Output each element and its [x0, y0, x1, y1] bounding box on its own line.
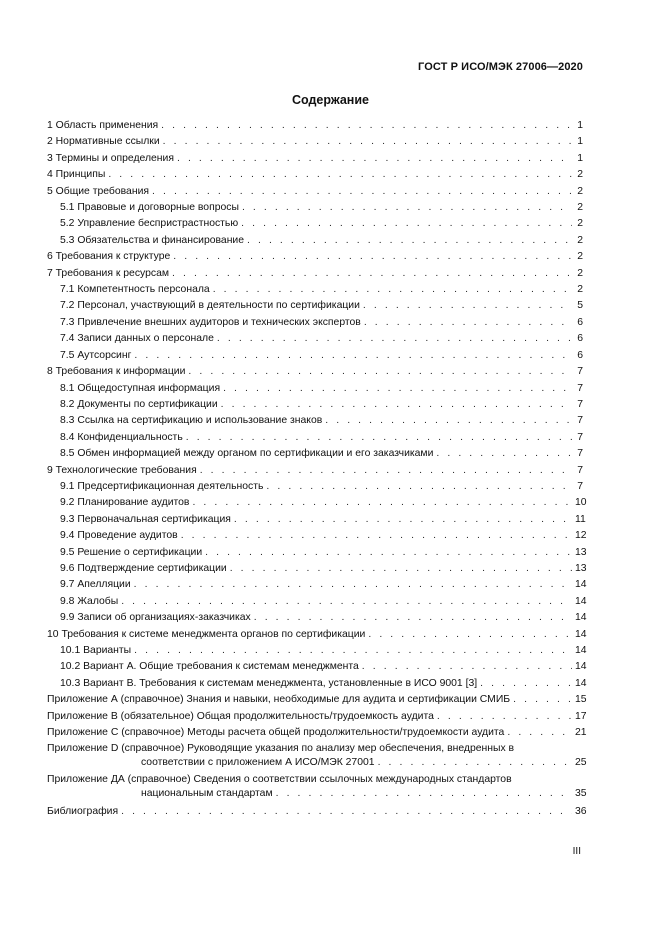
dot-leader [254, 610, 572, 626]
toc-entry-title: 5.3 Обязательства и финансирование [60, 234, 245, 246]
dot-leader [247, 233, 572, 249]
dot-leader [242, 200, 572, 216]
dot-leader [172, 266, 572, 282]
toc-entry-title-line1: Приложение D (справочное) Руководящие указания по анализу мер обеспечения, внедренных в [47, 743, 515, 755]
toc-page-number: 13 [575, 546, 587, 558]
toc-entry[interactable] [47, 282, 583, 298]
toc-page-number: 14 [575, 579, 587, 591]
dot-leader [241, 216, 572, 232]
toc-entry[interactable] [47, 200, 583, 216]
toc-entry[interactable] [47, 512, 586, 528]
toc-entry-title: 9.6 Подтверждение сертификации [60, 562, 227, 574]
toc-entry[interactable] [47, 381, 583, 397]
dot-leader [221, 397, 572, 413]
dot-leader [192, 495, 572, 511]
toc-entry[interactable] [47, 266, 583, 282]
toc-entry-title: 1 Область применения [47, 120, 159, 131]
toc-entry[interactable] [47, 610, 587, 626]
dot-leader [177, 151, 572, 167]
toc-entry[interactable] [47, 413, 583, 429]
toc-entry-title: 8 Требования к информации [47, 366, 186, 378]
toc-page-number: 5 [577, 300, 583, 312]
toc-page-number: 7 [577, 398, 583, 410]
toc-page-number: 12 [575, 530, 587, 542]
toc-page-number: 36 [575, 806, 587, 818]
toc-entry-title: Приложение С (справочное) Методы расчета общей продолжительности/трудоемкости аудита [47, 727, 505, 739]
toc-page-number: 2 [577, 267, 583, 279]
toc-entry[interactable] [47, 463, 583, 479]
dot-leader [134, 643, 572, 659]
toc-entry[interactable] [47, 479, 583, 495]
toc-entry[interactable] [47, 495, 587, 511]
dot-leader [230, 561, 572, 577]
toc-entry-title: 7.3 Привлечение внешних аудиторов и технических экспертов [60, 316, 361, 328]
dot-leader [368, 627, 572, 643]
dot-leader [507, 725, 572, 741]
toc-entry-title: 10.2 Вариант А. Общие требования к системам менеджмента [60, 661, 359, 673]
toc-entry-title: национальным стандартам [141, 788, 273, 800]
toc-entry-title: 9.3 Первоначальная сертификация [60, 513, 231, 525]
toc-page-number: 14 [575, 628, 587, 640]
dot-leader [173, 249, 572, 265]
toc-entry[interactable] [47, 725, 587, 741]
toc-entry-title: Приложение А (справочное) Знания и навыки, необходимые для аудита и сертификации СМИБ [47, 694, 511, 706]
toc-entry[interactable] [47, 742, 587, 770]
dot-leader [152, 184, 572, 200]
toc-entry-title: 10 Требования к системе менеджмента органов по сертификации [47, 628, 366, 640]
toc-entry[interactable] [47, 315, 583, 331]
toc-entry[interactable] [47, 167, 583, 183]
toc-page-number: 2 [577, 218, 583, 230]
dot-leader [134, 577, 572, 593]
toc-entry[interactable] [47, 134, 583, 150]
dot-leader [234, 512, 572, 528]
dot-leader [188, 364, 572, 380]
toc-page-number: 7 [577, 464, 583, 476]
toc-page-number: 7 [577, 366, 583, 378]
dot-leader [121, 804, 572, 820]
toc-entry-title: 7.1 Компетентность персонала [60, 284, 210, 296]
toc-page-number: 1 [577, 152, 583, 164]
toc-page-number: 7 [577, 382, 583, 394]
toc-page-number: 6 [577, 316, 583, 328]
toc-page-number: 14 [575, 595, 587, 607]
dot-leader [200, 463, 572, 479]
toc-entry-title: 7.4 Записи данных о персонале [60, 333, 214, 345]
toc-entry[interactable] [47, 216, 583, 232]
toc-entry-title: соответствии с приложением А ИСО/МЭК 27001 [141, 757, 375, 769]
toc-entry[interactable] [47, 430, 583, 446]
dot-leader [181, 528, 572, 544]
toc-page-number: 2 [577, 251, 583, 263]
dot-leader [186, 430, 572, 446]
toc-entry[interactable] [47, 528, 587, 544]
toc-entry-title: Библиография [47, 806, 119, 818]
toc-page-number: 25 [575, 757, 587, 769]
toc-entry-title: 9 Технологические требования [47, 464, 197, 476]
dot-leader [161, 118, 572, 134]
toc-entry-title: 10.3 Вариант В. Требования к системам менеджмента, установленные в ИСО 9001 [3] [60, 677, 478, 689]
toc-entry-title: 9.9 Записи об организациях-заказчиках [60, 612, 251, 624]
toc-entry-title: 9.8 Жалобы [60, 595, 119, 607]
toc-entry[interactable] [47, 659, 587, 675]
toc-page-number: 13 [575, 562, 587, 574]
toc-page-number: 14 [575, 645, 587, 656]
toc-entry[interactable] [47, 233, 583, 249]
toc-entry[interactable] [47, 249, 583, 265]
dot-leader [480, 676, 572, 692]
toc-entry[interactable] [47, 594, 587, 610]
toc-entry[interactable] [47, 561, 587, 577]
table-of-contents [47, 118, 587, 821]
dot-leader [266, 479, 572, 495]
toc-entry-title: 7.2 Персонал, участвующий в деятельности по сертификации [60, 300, 360, 312]
toc-entry-title: 8.4 Конфиденциальность [60, 431, 183, 443]
toc-entry[interactable] [47, 184, 583, 200]
toc-entry-title: 8.5 Обмен информацией между органом по сертификации и его заказчиками [60, 448, 434, 460]
toc-page-number: 2 [577, 284, 583, 296]
toc-entry-title: 5.1 Правовые и договорные вопросы [60, 202, 239, 214]
toc-entry-title-line1: Приложение ДА (справочное) Сведения о соответствии ссылочных международных стандартов [47, 774, 512, 786]
toc-page-number: 2 [577, 185, 583, 197]
toc-page-number: 2 [577, 234, 583, 246]
toc-entry-title: 8.3 Ссылка на сертификацию и использование знаков [60, 415, 323, 427]
toc-entry[interactable] [47, 397, 583, 413]
toc-entry-title: 4 Принципы [47, 169, 106, 181]
page-title: Содержание [291, 93, 369, 107]
toc-page-number: 14 [575, 612, 587, 624]
toc-page-number: 1 [577, 136, 583, 148]
toc-entry-title: 6 Требования к структуре [47, 251, 171, 263]
toc-page-number: 7 [577, 480, 583, 492]
toc-entry-title: 2 Нормативные ссылки [47, 136, 160, 148]
toc-entry[interactable] [47, 545, 587, 561]
dot-leader [108, 167, 572, 183]
toc-entry[interactable] [47, 773, 587, 801]
toc-page-number: 7 [577, 448, 583, 460]
toc-page-number: 1 [577, 120, 583, 131]
toc-page-number: 35 [575, 788, 587, 800]
toc-entry[interactable] [47, 151, 583, 167]
dot-leader [325, 413, 572, 429]
toc-entry[interactable] [47, 804, 587, 820]
dot-leader [363, 298, 572, 314]
toc-entry[interactable] [47, 298, 583, 314]
toc-page-number: 6 [577, 349, 583, 361]
toc-entry-title: 9.5 Решение о сертификации [60, 546, 203, 558]
toc-entry-title: 7 Требования к ресурсам [47, 267, 169, 279]
dot-leader [205, 545, 572, 561]
standard-header: ГОСТ Р ИСО/МЭК 27006—2020 [418, 61, 583, 73]
toc-entry-title: 5.2 Управление беспристрастностью [60, 218, 239, 230]
dot-leader [378, 756, 572, 770]
dot-leader [217, 331, 572, 347]
dot-leader [362, 659, 572, 675]
toc-entry[interactable] [47, 331, 583, 347]
toc-entry-title: 9.4 Проведение аудитов [60, 530, 178, 542]
dot-leader [134, 348, 572, 364]
toc-entry-title: 9.1 Предсертификационная деятельность [60, 480, 264, 492]
dot-leader [437, 709, 572, 725]
toc-page-number: 7 [577, 431, 583, 443]
toc-entry[interactable] [47, 446, 583, 462]
dot-leader [436, 446, 572, 462]
toc-page-number: 7 [577, 415, 583, 427]
toc-page-number: 14 [575, 677, 587, 689]
toc-entry-title: 7.5 Аутсорсинг [60, 349, 132, 361]
toc-entry[interactable] [47, 709, 587, 725]
dot-leader [163, 134, 572, 150]
toc-entry-title: 10.1 Варианты [60, 645, 132, 656]
toc-entry[interactable] [47, 643, 587, 659]
page-number: III [572, 846, 581, 857]
toc-page-number: 11 [575, 513, 586, 525]
toc-entry[interactable] [47, 692, 587, 708]
dot-leader [121, 594, 572, 610]
toc-entry[interactable] [47, 676, 587, 692]
dot-leader [276, 787, 572, 801]
toc-entry-title: 9.7 Апелляции [60, 579, 131, 591]
toc-page-number: 17 [575, 710, 587, 722]
toc-page-number: 14 [575, 661, 587, 673]
toc-entry-title: 9.2 Планирование аудитов [60, 497, 190, 509]
toc-entry-title: 3 Термины и определения [47, 152, 174, 164]
toc-entry[interactable] [47, 118, 583, 134]
dot-leader [513, 692, 572, 708]
toc-entry-title: 8.2 Документы по сертификации [60, 398, 218, 410]
dot-leader [364, 315, 572, 331]
toc-entry[interactable] [47, 627, 587, 643]
toc-page-number: 6 [577, 333, 583, 345]
toc-page-number: 2 [577, 169, 583, 181]
toc-entry-title: Приложение В (обязательное) Общая продолжительность/трудоемкость аудита [47, 710, 434, 722]
toc-entry[interactable] [47, 577, 587, 593]
toc-page-number: 2 [577, 202, 583, 214]
toc-entry-title: 5 Общие требования [47, 185, 149, 197]
toc-page-number: 21 [575, 727, 587, 739]
dot-leader [213, 282, 572, 298]
toc-entry[interactable] [47, 348, 583, 364]
toc-page-number: 15 [575, 694, 587, 706]
dot-leader [223, 381, 572, 397]
toc-page-number: 10 [575, 497, 587, 509]
toc-entry-title: 8.1 Общедоступная информация [60, 382, 221, 394]
toc-entry[interactable] [47, 364, 583, 380]
